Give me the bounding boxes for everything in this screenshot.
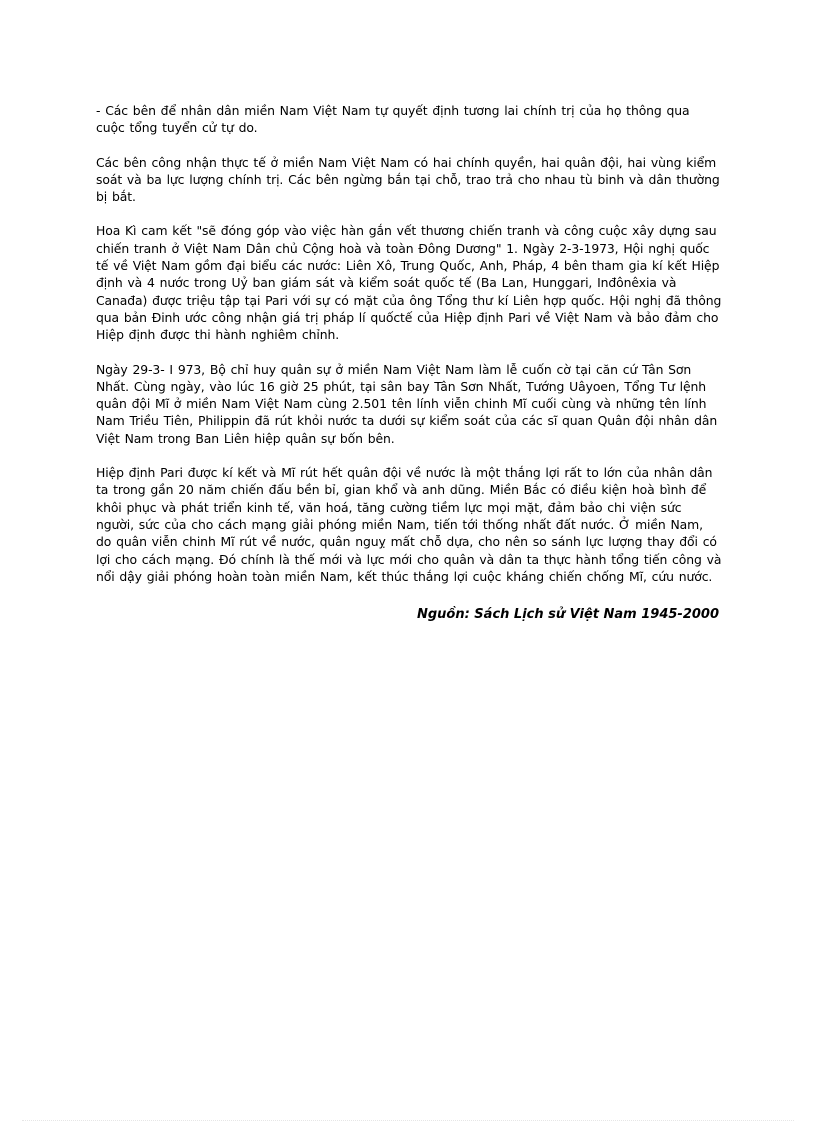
paragraph-us-withdrawal: Ngày 29-3- I 973, Bộ chỉ huy quân sự ở miền Nam Việt Nam làm lễ cuốn cờ tại căn cứ Tân Sơn Nhất. Cùng ngày, vào lúc 16 giờ 25 phút, tại sân bay Tân Sơn Nhất, Tướng Uâyoen, Tổng Tư lệnh quân đội Mĩ ở miền Nam Việt Nam cùng 2.501 tên lính viễn chinh Mĩ cuối cùng và những tên lính Nam Triều Tiên, Philippin đã rút khỏi nước ta dưới sự kiểm soát của các sĩ quan Quân đội nhân dân Việt Nam trong Ban Liên hiệp quân sự bốn bên.: [96, 361, 718, 446]
paragraph-ceasefire: Các bên công nhận thực tế ở miền Nam Việt Nam có hai chính quyền, hai quân đội, hai vùng kiểm soát và ba lực lượng chính trị. Các bên ngừng bắn tại chỗ, trao trả cho nhau tù binh và dân thường bị bắt.: [96, 154, 720, 205]
paragraph-international-conference: Hoa Kì cam kết "sẽ đóng góp vào việc hàn gắn vết thương chiến tranh và công cuộc xây dựng sau chiến tranh ở Việt Nam Dân chủ Cộng hoà và toàn Đông Dương" 1. Ngày 2-3-1973, Hội nghị quốc tế về Việt Nam gồm đại biểu các nước: Liên Xô, Trung Quốc, Anh, Pháp, 4 bên tham gia kí kết Hiệp định và 4 nước trong Uỷ ban giám sát và kiểm soát quốc tế (Ba Lan, Hunggari, Inđônêxia và Canađa) được triệu tập tại Pari với sự có mặt của ông Tổng thư kí Liên hợp quốc. Hội nghị đã thông qua bản Đinh ước công nhận giá trị pháp lí quốctế của Hiệp định Pari về Việt Nam và bảo đảm cho Hiệp định được thi hành nghiêm chỉnh.: [96, 223, 722, 343]
document-body: [96, 102, 722, 623]
page-bottom-divider: [22, 1120, 794, 1121]
source-citation: Nguồn: Sách Lịch sử Việt Nam 1945-2000: [416, 607, 719, 623]
paragraph-significance: Hiệp định Pari được kí kết và Mĩ rút hết quân đội về nước là một thắng lợi rất to lớn của nhân dân ta trong gần 20 năm chiến đấu bền bỉ, gian khổ và anh dũng. Miền Bắc có điều kiện hoà bình để khôi phục và phát triển kinh tế, văn hoá, tăng cường tiềm lực mọi mặt, đảm bảo chi viện sức người, sức của cho cách mạng giải phóng miền Nam, tiến tới thống nhất đất nước. Ở miền Nam, do quân viễn chinh Mĩ rút về nước, quân nguỵ mất chỗ dựa, cho nên so sánh lực lượng thay đổi có lợi cho cách mạng. Đó chính là thế mới và lực mới cho quân và dân ta thực hành tổng tiến công và nổi dậy giải phóng hoàn toàn miền Nam, kết thúc thắng lợi cuộc kháng chiến chống Mĩ, cứu nước.: [96, 465, 722, 584]
paragraph-self-determination: - Các bên để nhân dân miền Nam Việt Nam tự quyết định tương lai chính trị của họ thông qua cuộc tổng tuyển cử tự do.: [96, 103, 690, 136]
